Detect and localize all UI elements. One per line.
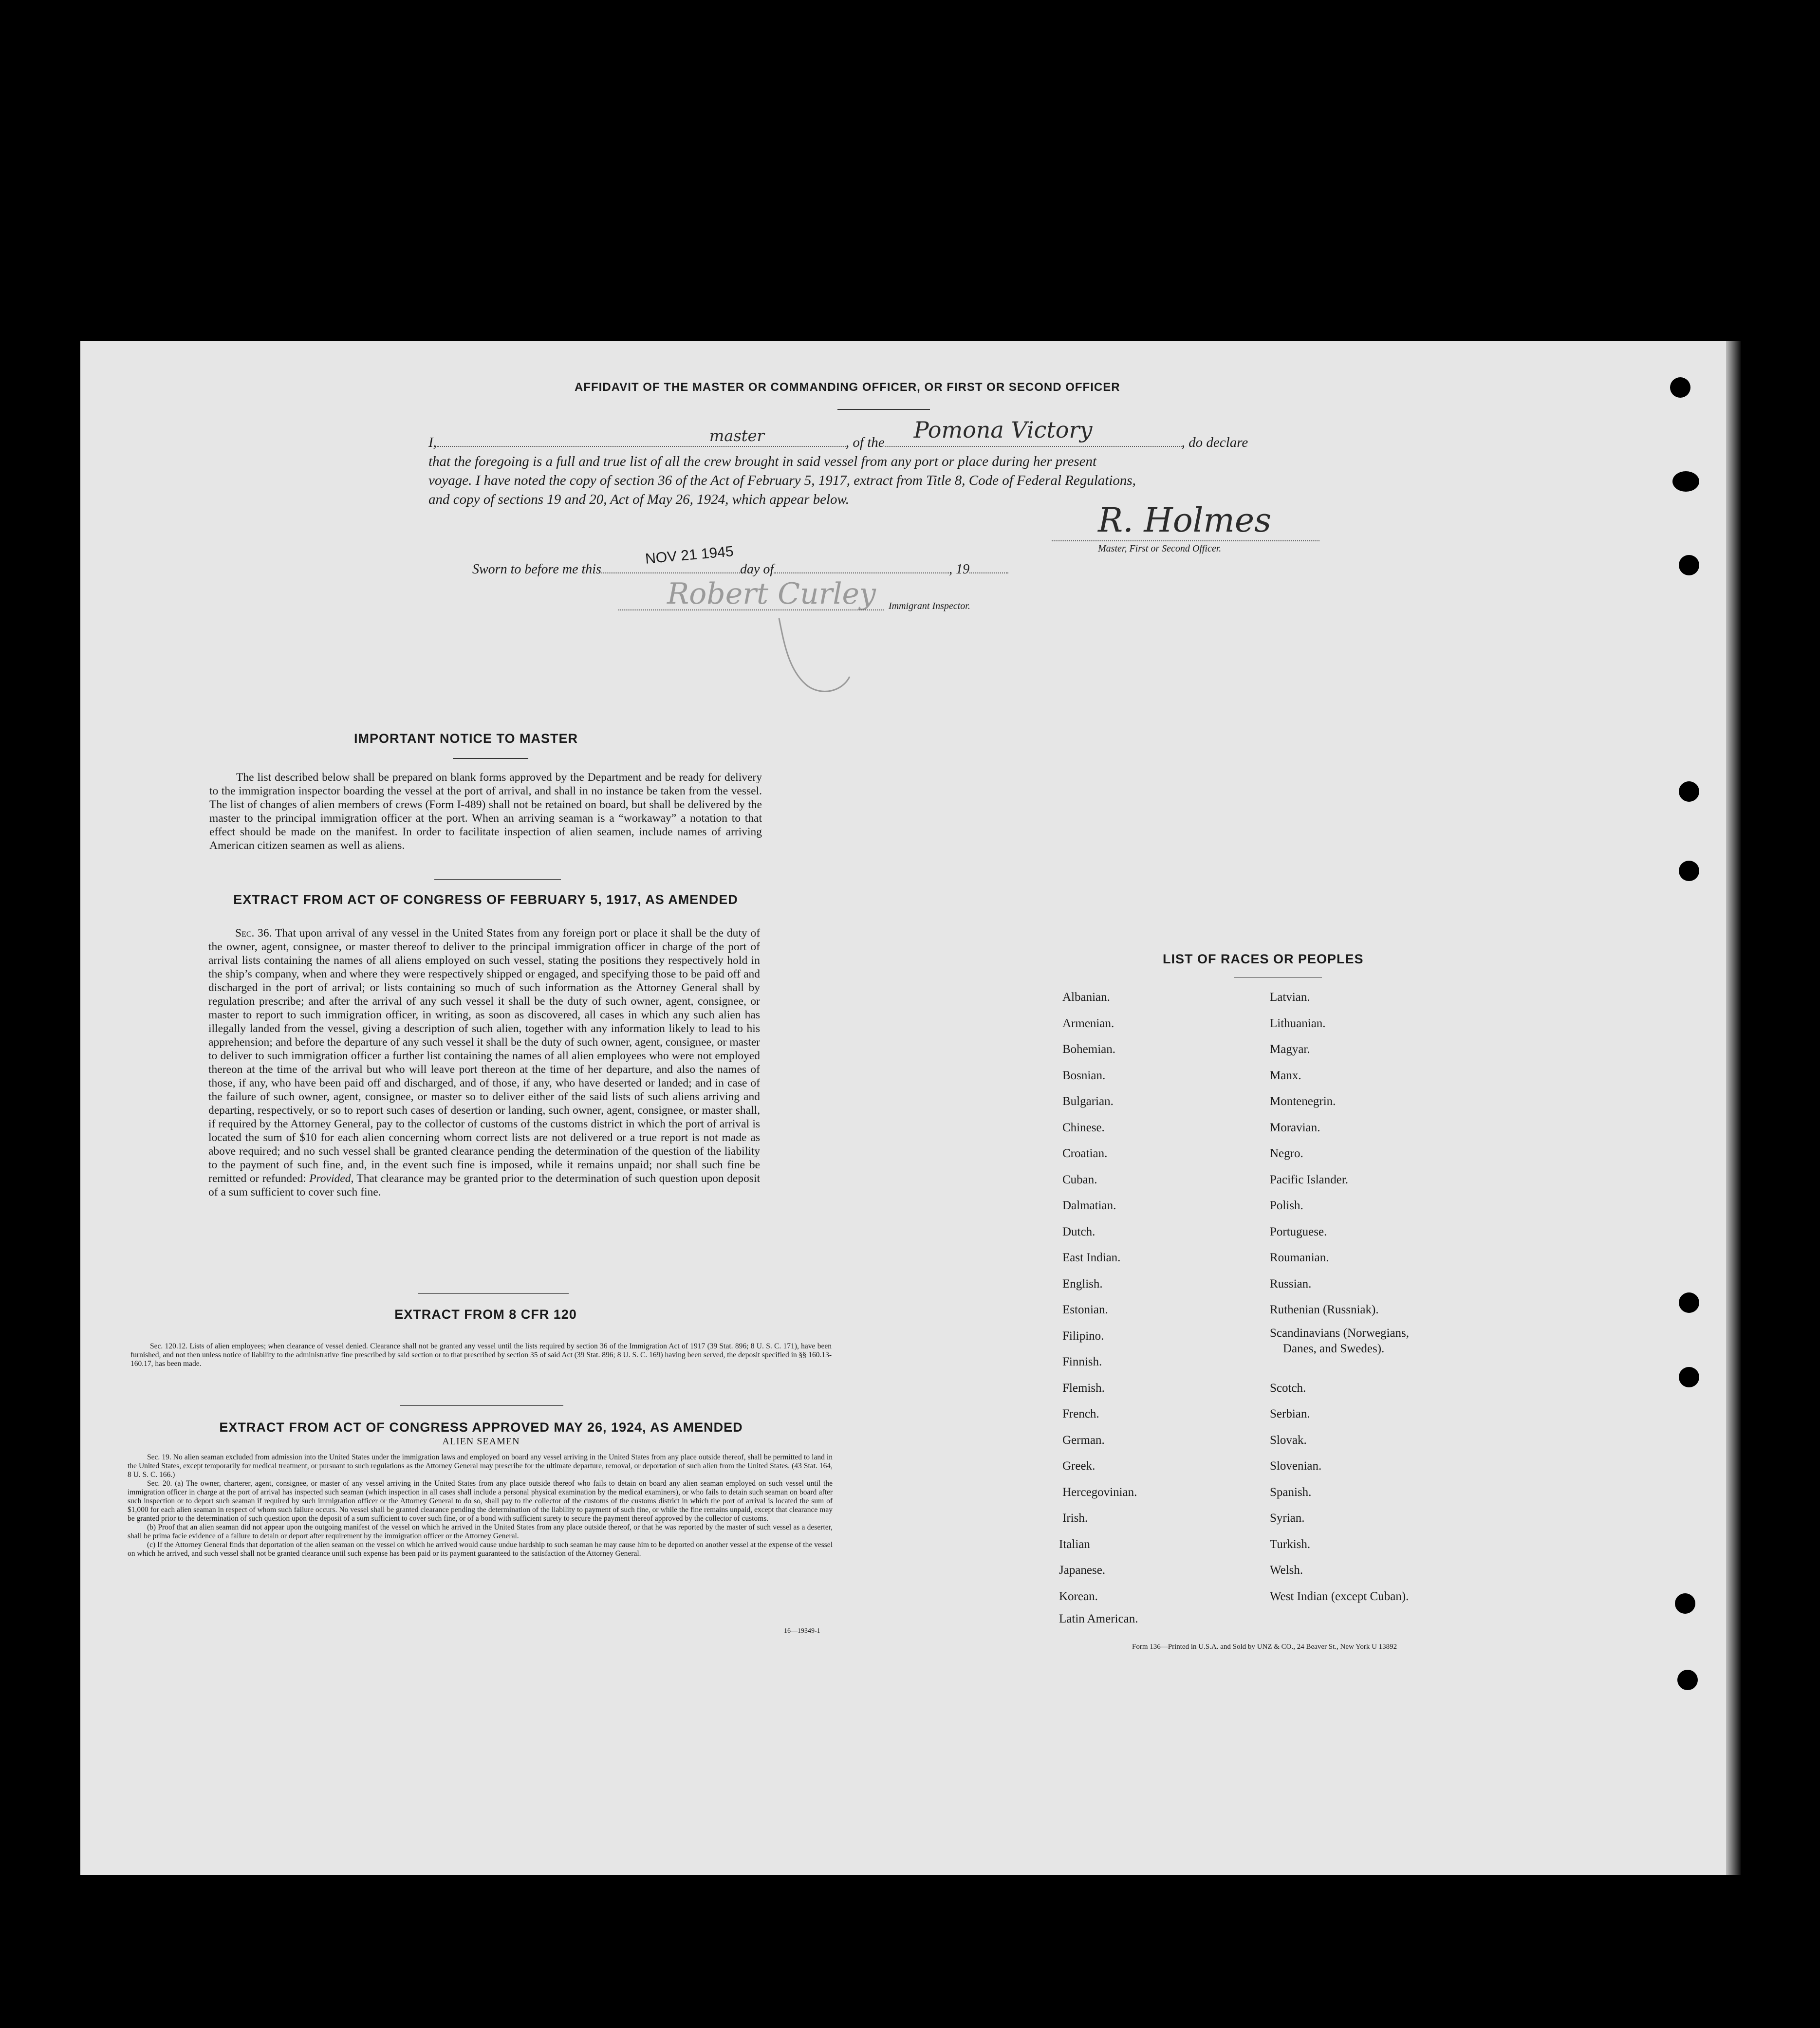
vessel-name-handwriting: Pomona Victory — [913, 417, 1093, 443]
race-item: Lithuanian. — [1270, 1016, 1326, 1030]
race-item: Hercegovinian. — [1062, 1485, 1137, 1499]
inspector-caption: Immigrant Inspector. — [889, 601, 970, 611]
race-item: Danes, and Swedes). — [1283, 1342, 1385, 1355]
race-item: Scandinavians (Norwegians, — [1270, 1326, 1410, 1340]
race-item: West Indian (except Cuban). — [1270, 1589, 1409, 1603]
race-item: Korean. — [1059, 1589, 1098, 1603]
race-item: Dutch. — [1062, 1225, 1096, 1238]
sec-20a: Sec. 20. (a) The owner, charterer, agent, consignee, or master of any vessel arriving in the United States from any place outside thereof who fails to detain on board any alien seaman employed on such vessel until the immigration officer in charge at the port of arrival has inspected such seaman (which inspection in all cases shall include a personal physical examination by the medical examiners), or who fails to detain such seaman on board after such inspection or to deport such seaman if required by such immigration officer or the Attorney General to do so, shall pay to the collector of the customs of the customs district in which the port of arrival is located the sum of $1,000 for each alien seaman in respect of whom such failure occurs. No vessel shall be granted clearance pending the determination of the liability to payment of such fine, or while the fine remains unpaid, except that clearance may be granted prior to the determination of such question upon the deposit of a sum sufficient to cover such fine, or of a bond with sufficient surety to secure the payment thereof approved by the collector of customs. — [128, 1479, 833, 1523]
master-signature: R. Holmes — [1098, 501, 1272, 540]
extract-cfr-text: Sec. 120.12. Lists of alien employees; when clearance of vessel denied. Clearance shall not be granted any vessel until the lists required by section 36 of the Immigration Act of 1917 (39 Stat. 896; 8 U. S. C. 171), have been furnished, and not then unless notice of liability to the administrative fine prescribed by said section or to that prescribed by section 35 of said Act (39 Stat. 896; 8 U. S. C. 169) having been served, the deposit specified in §§ 160.13-160.17, has been made. — [130, 1342, 832, 1368]
inspector-line — [618, 609, 884, 610]
race-item: Portuguese. — [1270, 1225, 1327, 1238]
sworn-line: Sworn to before me this NOV 21 1945 day of , 19 — [472, 560, 1008, 577]
race-item: Croatian. — [1062, 1147, 1108, 1160]
race-item: Syrian. — [1270, 1512, 1305, 1525]
race-item: Bulgarian. — [1062, 1095, 1114, 1108]
race-item: Turkish. — [1270, 1537, 1311, 1551]
race-item: Flemish. — [1062, 1381, 1105, 1395]
race-item: Spanish. — [1270, 1485, 1312, 1499]
punch-hole — [1679, 861, 1699, 881]
divider — [418, 1293, 569, 1294]
extract-1924-subtitle: ALIEN SEAMEN — [442, 1436, 520, 1447]
race-item: Manx. — [1270, 1069, 1301, 1082]
date-stamp: NOV 21 1945 — [644, 543, 734, 567]
race-item: Moravian. — [1270, 1121, 1320, 1134]
divider — [434, 879, 561, 880]
race-item: Finnish. — [1062, 1355, 1102, 1368]
punch-hole — [1679, 1292, 1699, 1313]
race-item: Welsh. — [1270, 1564, 1303, 1577]
signature-caption: Master, First or Second Officer. — [1098, 543, 1222, 554]
punch-hole — [1679, 781, 1699, 802]
race-item: Slovak. — [1270, 1433, 1307, 1447]
race-item: Bosnian. — [1062, 1069, 1106, 1082]
divider — [400, 1405, 563, 1406]
race-item: Japanese. — [1059, 1564, 1106, 1577]
race-item: Albanian. — [1062, 991, 1110, 1004]
race-item: Slovenian. — [1270, 1459, 1322, 1473]
punch-hole — [1675, 1593, 1695, 1614]
signature-line — [1052, 540, 1319, 541]
divider — [453, 758, 528, 759]
race-item: Greek. — [1062, 1459, 1096, 1473]
race-item: Roumanian. — [1270, 1251, 1329, 1264]
sec-20c: (c) If the Attorney General finds that deportation of the alien seaman on the vessel on which he arrived would cause undue hardship to such seaman he may cause him to be deported on another vessel at the expense of the vessel on which he arrived, and such vessel shall not be granted clearance until such expense has been paid or its payment guaranteed to the satisfaction of the Attorney General. — [128, 1541, 833, 1558]
notice-text: The list described below shall be prepared on blank forms approved by the Department and be ready for delivery to the immigration inspector boarding the vessel at the port of arrival, and shall in no instance be taken from the vessel. The list of changes of alien members of crews (Form I-489) shall not be retained on board, but shall be delivered by the master to the principal immigration officer at the port. When an arriving seaman is a “workaway” a notation to that effect should be made on the manifest. In order to facilitate inspection of alien seamen, include names of arriving American citizen seamen as well as aliens. — [209, 771, 762, 852]
race-item: Serbian. — [1270, 1407, 1310, 1420]
race-item: Negro. — [1270, 1147, 1303, 1160]
punch-hole — [1672, 471, 1699, 492]
race-item: Cuban. — [1062, 1173, 1097, 1186]
race-item: Pacific Islander. — [1270, 1173, 1349, 1186]
extract-1924-text — [128, 1453, 833, 1558]
inspector-signature: Robert Curley — [667, 577, 876, 611]
punch-hole — [1679, 555, 1699, 575]
punch-hole — [1679, 1367, 1699, 1387]
race-item: English. — [1062, 1277, 1103, 1291]
race-item: Latvian. — [1270, 991, 1310, 1004]
extract-1917-title: EXTRACT FROM ACT OF CONGRESS OF FEBRUARY 5, 1917, AS AMENDED — [233, 892, 738, 907]
race-item: Russian. — [1270, 1277, 1312, 1291]
extract-1924-title: EXTRACT FROM ACT OF CONGRESS APPROVED MAY 26, 1924, AS AMENDED — [219, 1420, 743, 1435]
notice-title: IMPORTANT NOTICE TO MASTER — [354, 731, 578, 746]
page-edge-shadow — [1726, 341, 1741, 1875]
race-item: Polish. — [1270, 1199, 1303, 1212]
punch-hole — [1677, 1670, 1698, 1690]
race-item: East Indian. — [1062, 1251, 1121, 1264]
races-title: LIST OF RACES OR PEOPLES — [1163, 952, 1364, 966]
printer-note: Form 136—Printed in U.S.A. and Sold by UNZ & CO., 24 Beaver St., New York U 13892 — [1132, 1643, 1397, 1651]
race-item: Filipino. — [1062, 1329, 1104, 1343]
race-item: French. — [1062, 1407, 1099, 1420]
race-item: Dalmatian. — [1062, 1199, 1116, 1212]
race-item: Irish. — [1062, 1512, 1088, 1525]
race-item: Armenian. — [1062, 1016, 1114, 1030]
punch-hole — [1670, 377, 1690, 398]
race-item: Magyar. — [1270, 1043, 1310, 1056]
sec-20b: (b) Proof that an alien seaman did not appear upon the outgoing manifest of the vessel on which he arrived in the United States from any place outside thereof, or that he was reported by the master of such vessel as a deserter, shall be prima facie evidence of a failure to detain or deport after requirement by the immigration officer or the Attorney General. — [128, 1523, 833, 1540]
race-item: Chinese. — [1062, 1121, 1105, 1134]
pen-scribble — [769, 613, 857, 701]
sec-19: Sec. 19. No alien seaman excluded from admission into the United States under the immigration laws and employed on board any vessel arriving in the United States from any place outside thereof, shall be permitted to land in the United States, except temporarily for medical treatment, or pursuant to such regulations as the Attorney General may prescribe for the ultimate departure, removal, or deportation of such alien from the United States. (43 Stat. 164, 8 U. S. C. 166.) — [128, 1453, 833, 1479]
declaration: I, master , of the Pomona Victory , do declare that the foregoing is a full and true list of all the crew brought in said vessel from any port or place during her present voyage. I have noted the copy of section 36 of the Act of February 5, 1917, extract from Title 8, Code of Federal Regulations, and copy of sections 19 and 20, Act of May 26, 1924, which appear below. — [428, 417, 1248, 507]
race-item: Scotch. — [1270, 1381, 1306, 1395]
race-item: Italian — [1059, 1537, 1090, 1551]
divider — [837, 409, 930, 410]
race-item: Latin American. — [1059, 1612, 1138, 1625]
race-item: German. — [1062, 1433, 1105, 1447]
extract-1917-text: Sec. 36. That upon arrival of any vessel in the United States from any foreign port or place it shall be the duty of the owner, agent, consignee, or master thereof to deliver to the principal immigration officer in charge of the port of arrival lists containing the names of all aliens employed on such vessel, stating the positions they respectively hold in the ship’s company, when and where they were respectively shipped or engaged, and specifying those to be paid off and discharged in the port of arrival; or lists containing so much of such information as the Attorney General shall by regulation prescribe; and after the arrival of any such vessel it shall be the duty of such owner, agent, consignee, or master to report to such immigration officer, in writing, as soon as discovered, all cases in which any such alien has illegally landed from the vessel, giving a description of such alien, together with any information likely to lead to his apprehension; and before the departure of any such vessel it shall be the duty of such owner, agent, consignee, or master to deliver to such immigration officer a further list containing the names of all alien employees who were not employed thereon at the time of the arrival but who will leave port thereon at the time of her departure, and also the names of those, if any, who have been paid off and discharged, and of those, if any, who have deserted or landed; and in case of the failure of such owner, agent, consignee, or master so to deliver either of the said lists of such aliens arriving and departing, respectively, or so to report such cases of desertion or landing, such owner, agent, consignee, or master shall, if required by the Attorney General, pay to the collector of customs of the customs district in which the port of arrival is located the sum of $10 for each alien concerning whom correct lists are not delivered or a true report is not made as above required; and no such vessel shall be granted clearance pending the determination of the question of the liability to the payment of such fine, and, in the event such fine is imposed, while it remains unpaid; nor shall such fine be remitted or refunded: Provided, That clearance may be granted prior to the determination of such question upon deposit of a sum sufficient to cover such fine. — [208, 927, 761, 1198]
race-item: Bohemian. — [1062, 1043, 1116, 1056]
master-handwriting: master — [709, 426, 764, 445]
race-item: Estonian. — [1062, 1303, 1108, 1316]
extract-cfr-title: EXTRACT FROM 8 CFR 120 — [394, 1307, 577, 1322]
race-item: Montenegrin. — [1270, 1095, 1336, 1108]
affidavit-title: AFFIDAVIT OF THE MASTER OR COMMANDING OFFICER, OR FIRST OR SECOND OFFICER — [575, 381, 1120, 394]
race-item: Ruthenian (Russniak). — [1270, 1303, 1379, 1316]
form-code: 16—19349-1 — [784, 1627, 820, 1635]
